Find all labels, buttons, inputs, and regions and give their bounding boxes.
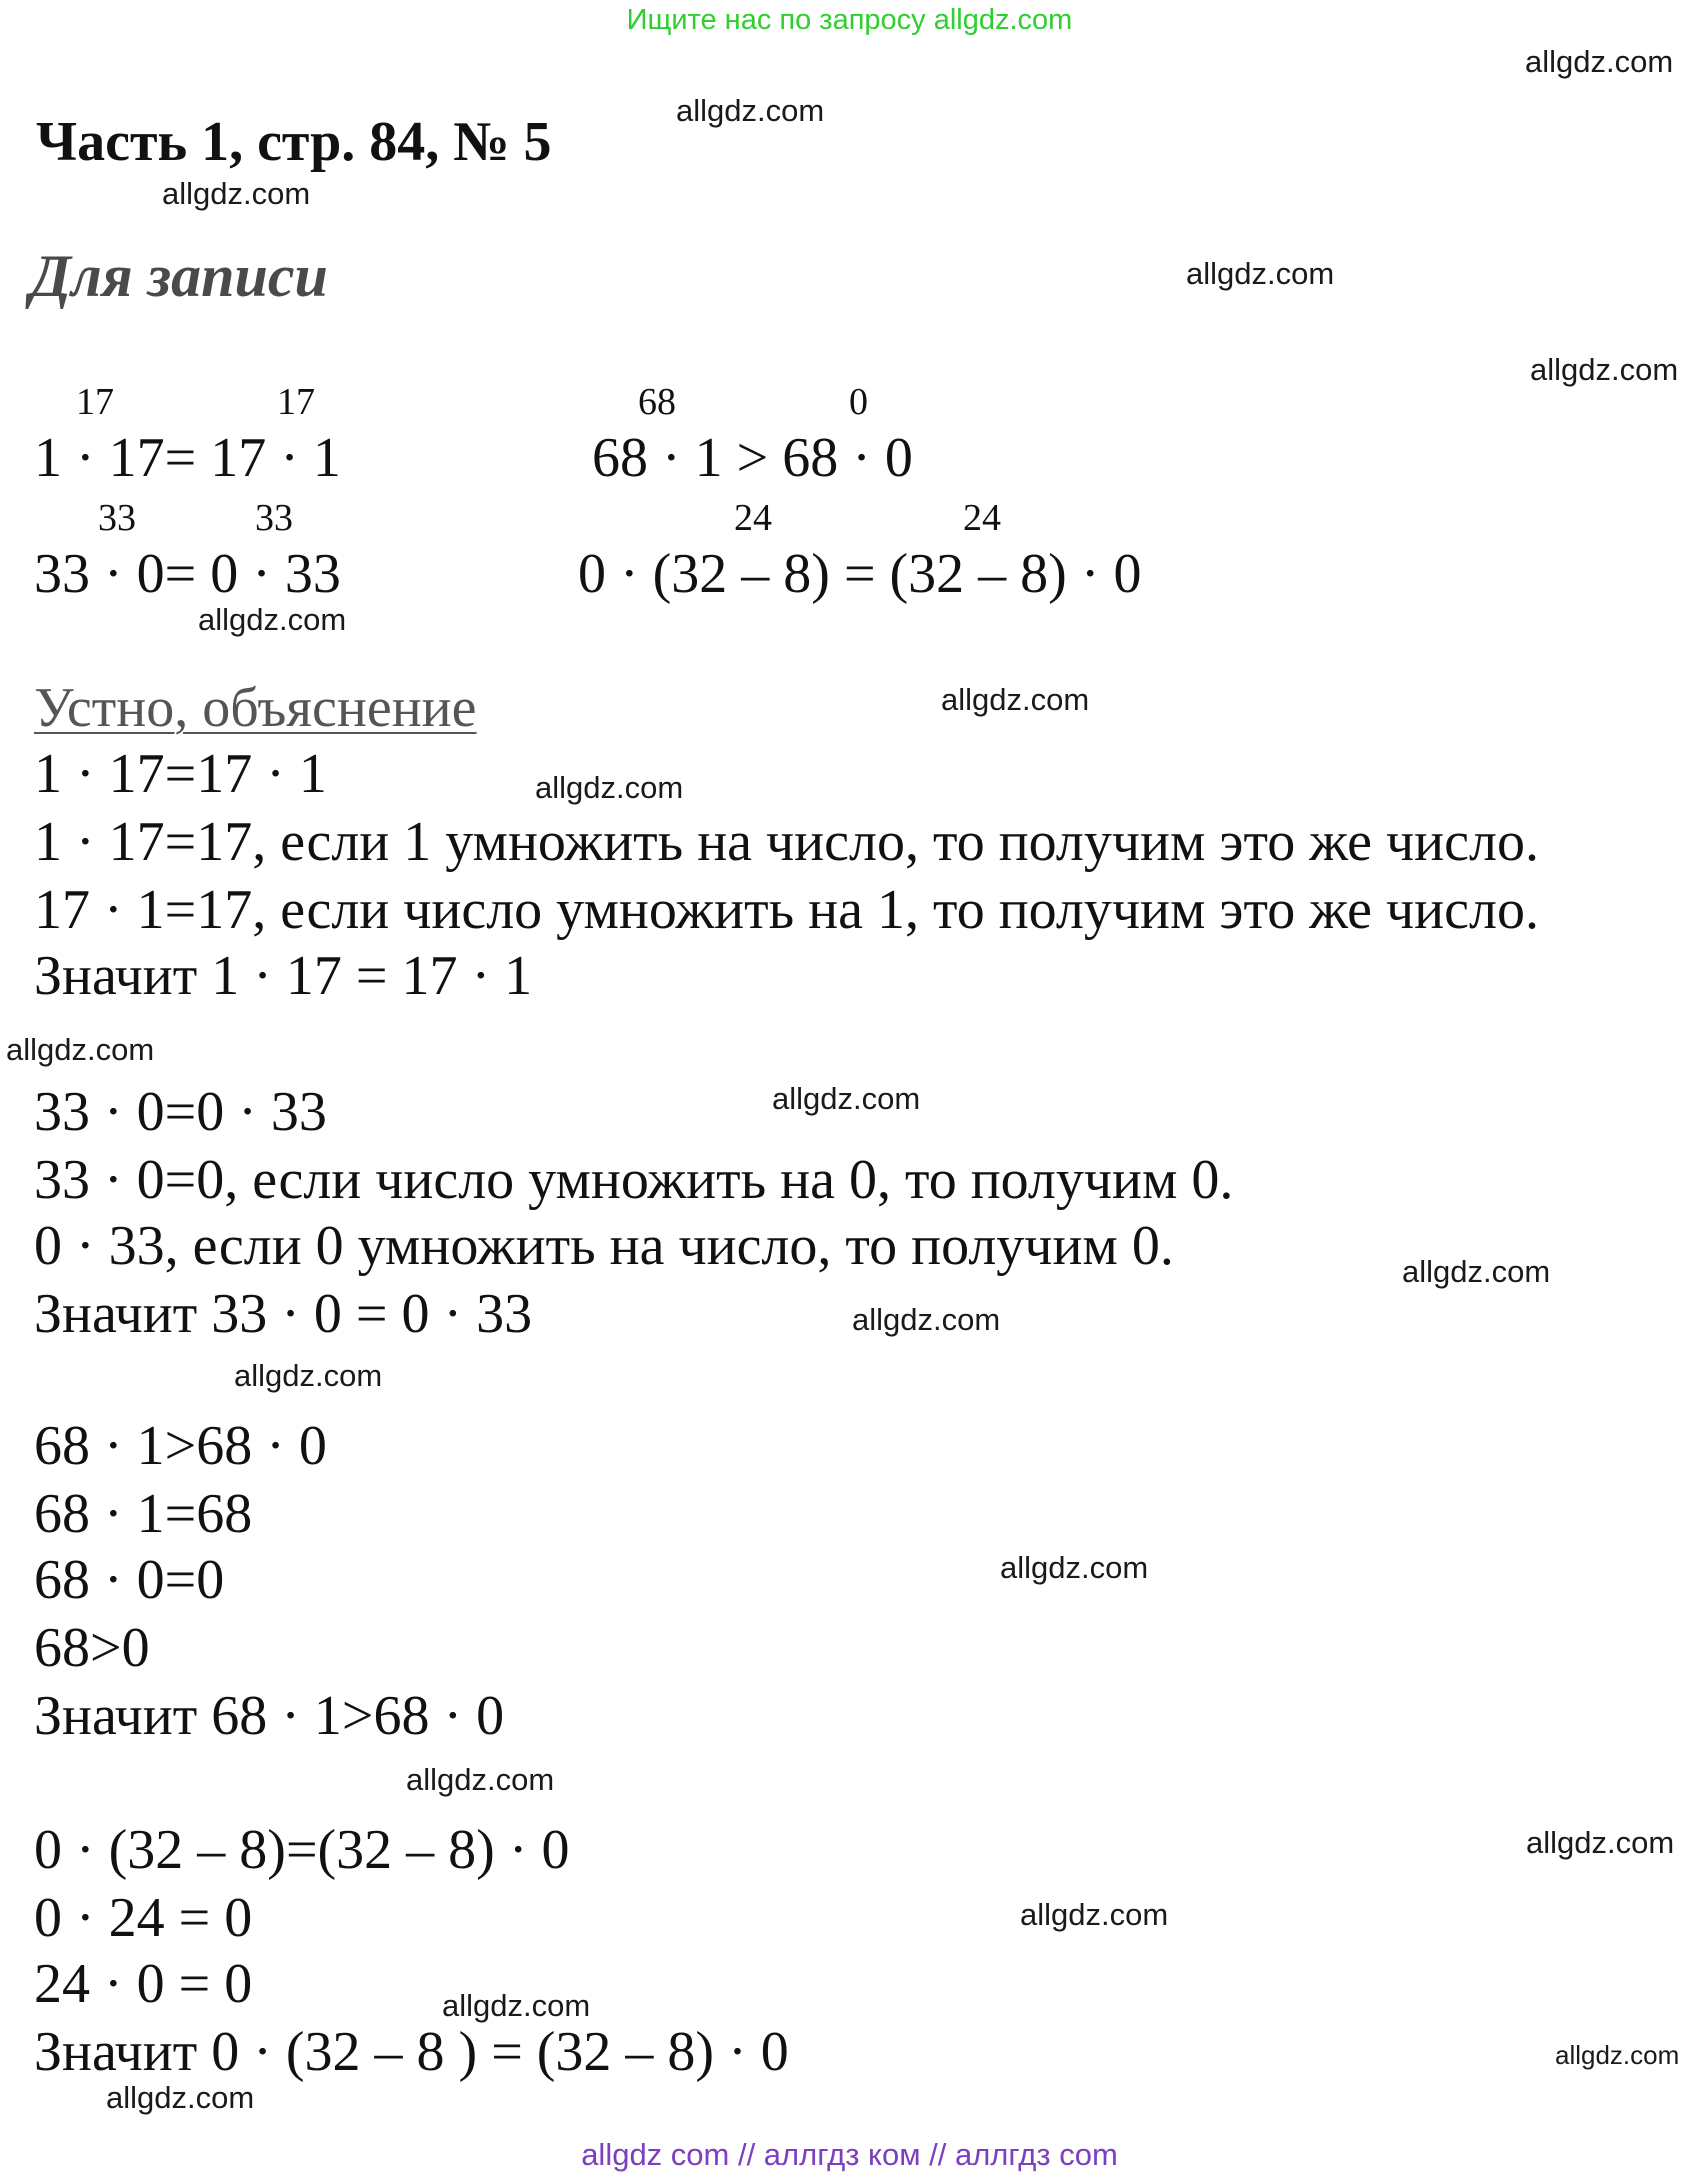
record-4-expression: 0 · (32 – 8) = (32 – 8) · 0 — [578, 543, 1142, 605]
watermark: allgdz.com — [772, 1081, 921, 1116]
watermark: allgdz.com — [1000, 1550, 1149, 1585]
explanation-line: 17 · 1=17, если число умножить на 1, то получим это же число. — [34, 879, 1539, 941]
record-2-superscript-left: 68 — [638, 381, 676, 423]
explanation-line: 33 · 0=0 · 33 — [34, 1081, 327, 1143]
explanation-line: 33 · 0=0, если число умножить на 0, то получим 0. — [34, 1149, 1234, 1211]
explanation-line: Значит 68 · 1>68 · 0 — [34, 1685, 505, 1747]
record-3-superscript-right: 33 — [255, 497, 293, 539]
watermark: allgdz.com — [1525, 44, 1674, 79]
oral-explanation-heading: Устно, объяснение — [34, 677, 477, 739]
top-banner: Ищите нас по запросу allgdz.com — [626, 4, 1073, 36]
record-4-superscript-left: 24 — [734, 497, 772, 539]
watermark: allgdz.com — [1526, 1825, 1675, 1860]
explanation-line: 1 · 17=17 · 1 — [34, 743, 327, 805]
watermark: allgdz.com — [106, 2080, 255, 2115]
explanation-line: Значит 33 · 0 = 0 · 33 — [34, 1283, 533, 1345]
watermark: allgdz.com — [676, 93, 825, 128]
explanation-line: 0 · 33, если 0 умножить на число, то получим 0. — [34, 1215, 1174, 1277]
explanation-line: 0 · (32 – 8)=(32 – 8) · 0 — [34, 1819, 570, 1881]
explanation-line: 68 · 1=68 — [34, 1483, 253, 1545]
watermark: allgdz.com — [535, 770, 684, 805]
section-subtitle: Для записи — [30, 243, 328, 309]
explanation-line: 68>0 — [34, 1617, 150, 1679]
record-2-superscript-right: 0 — [849, 381, 868, 423]
watermark: allgdz.com — [1530, 352, 1679, 387]
record-1-superscript-left: 17 — [76, 381, 114, 423]
watermark: allgdz.com — [234, 1358, 383, 1393]
watermark: allgdz.com — [941, 682, 1090, 717]
explanation-line: 68 · 0=0 — [34, 1549, 225, 1611]
record-1-expression: 1 · 17= 17 · 1 — [34, 427, 341, 489]
record-4-superscript-right: 24 — [963, 497, 1001, 539]
explanation-line: 24 · 0 = 0 — [34, 1953, 253, 2015]
explanation-line: Значит 1 · 17 = 17 · 1 — [34, 945, 533, 1007]
watermark: allgdz.com — [1020, 1897, 1169, 1932]
watermark: allgdz.com — [1555, 2040, 1680, 2070]
explanation-line: 0 · 24 = 0 — [34, 1887, 253, 1949]
footer-links[interactable]: allgdz com // аллгдз ком // аллгдз com — [581, 2137, 1118, 2172]
record-3-superscript-left: 33 — [98, 497, 136, 539]
record-2-expression: 68 · 1 > 68 · 0 — [592, 427, 913, 489]
watermark: allgdz.com — [6, 1032, 155, 1067]
page-title: Часть 1, стр. 84, № 5 — [36, 111, 552, 173]
watermark: allgdz.com — [852, 1302, 1001, 1337]
record-1-superscript-right: 17 — [277, 381, 315, 423]
explanation-line: 68 · 1>68 · 0 — [34, 1415, 327, 1477]
watermark: allgdz.com — [442, 1988, 591, 2023]
explanation-line: Значит 0 · (32 – 8 ) = (32 – 8) · 0 — [34, 2021, 789, 2083]
watermark: allgdz.com — [198, 602, 347, 637]
watermark: allgdz.com — [406, 1762, 555, 1797]
record-3-expression: 33 · 0= 0 · 33 — [34, 543, 341, 605]
explanation-line: 1 · 17=17, если 1 умножить на число, то получим это же число. — [34, 811, 1539, 873]
watermark: allgdz.com — [162, 176, 311, 211]
watermark: allgdz.com — [1402, 1254, 1551, 1289]
watermark: allgdz.com — [1186, 256, 1335, 291]
